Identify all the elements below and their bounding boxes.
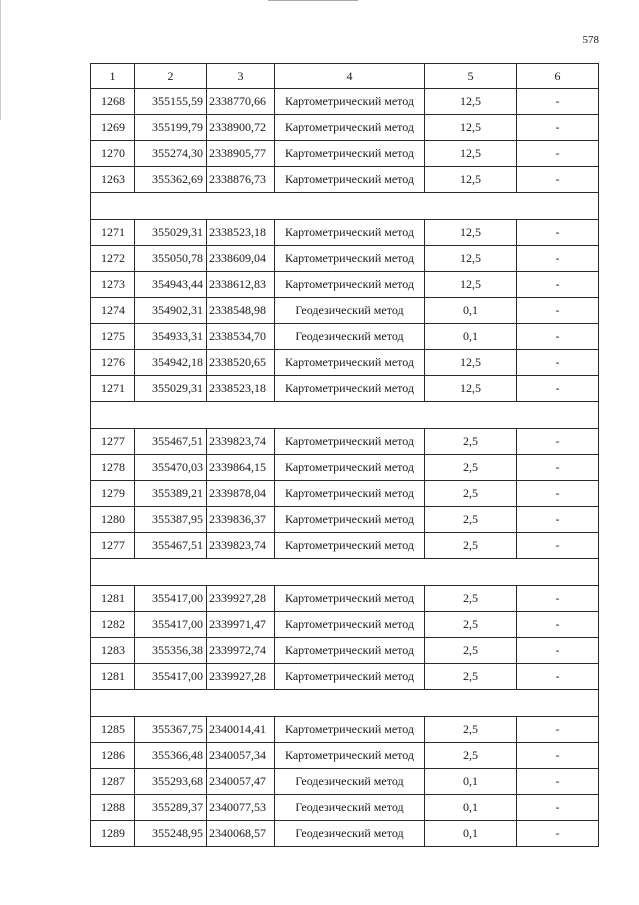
accuracy-cell: 12,5 (425, 350, 517, 376)
accuracy-cell: 2,5 (425, 507, 517, 533)
x-coordinate-cell: 355366,48 (135, 743, 207, 769)
point-number-cell: 1271 (91, 220, 135, 246)
point-number-cell: 1269 (91, 115, 135, 141)
page-number: 578 (582, 34, 599, 46)
x-coordinate-cell: 355293,68 (135, 769, 207, 795)
note-cell: - (517, 664, 599, 690)
table-body (91, 89, 599, 847)
method-cell: Картометрический метод (275, 429, 425, 455)
note-cell: - (517, 115, 599, 141)
x-coordinate-cell: 355417,00 (135, 586, 207, 612)
y-coordinate-cell: 2339971,47 (207, 612, 275, 638)
point-number-cell: 1283 (91, 638, 135, 664)
point-number-cell: 1274 (91, 298, 135, 324)
x-coordinate-cell: 355470,03 (135, 455, 207, 481)
method-cell: Картометрический метод (275, 350, 425, 376)
table-row (91, 246, 599, 272)
table-row (91, 795, 599, 821)
point-number-cell: 1268 (91, 89, 135, 115)
x-coordinate-cell: 355029,31 (135, 376, 207, 402)
accuracy-cell: 12,5 (425, 141, 517, 167)
x-coordinate-cell: 355029,31 (135, 220, 207, 246)
method-cell: Картометрический метод (275, 455, 425, 481)
note-cell: - (517, 612, 599, 638)
separator-cell (91, 559, 599, 586)
header-cell-5: 5 (425, 64, 517, 89)
point-number-cell: 1277 (91, 533, 135, 559)
scan-edge-mark (0, 0, 17, 120)
table-row (91, 141, 599, 167)
separator-row (91, 402, 599, 429)
note-cell: - (517, 220, 599, 246)
table-row (91, 769, 599, 795)
accuracy-cell: 2,5 (425, 586, 517, 612)
accuracy-cell: 2,5 (425, 455, 517, 481)
y-coordinate-cell: 2338905,77 (207, 141, 275, 167)
accuracy-cell: 12,5 (425, 167, 517, 193)
accuracy-cell: 2,5 (425, 743, 517, 769)
y-coordinate-cell: 2340077,53 (207, 795, 275, 821)
y-coordinate-cell: 2339836,37 (207, 507, 275, 533)
note-cell: - (517, 298, 599, 324)
point-number-cell: 1263 (91, 167, 135, 193)
x-coordinate-cell: 355389,21 (135, 481, 207, 507)
x-coordinate-cell: 355274,30 (135, 141, 207, 167)
y-coordinate-cell: 2340057,47 (207, 769, 275, 795)
x-coordinate-cell: 355155,59 (135, 89, 207, 115)
method-cell: Картометрический метод (275, 533, 425, 559)
point-number-cell: 1276 (91, 350, 135, 376)
note-cell: - (517, 141, 599, 167)
method-cell: Картометрический метод (275, 481, 425, 507)
accuracy-cell: 0,1 (425, 821, 517, 847)
y-coordinate-cell: 2340014,41 (207, 717, 275, 743)
method-cell: Картометрический метод (275, 717, 425, 743)
x-coordinate-cell: 355199,79 (135, 115, 207, 141)
point-number-cell: 1271 (91, 376, 135, 402)
table-row (91, 586, 599, 612)
point-number-cell: 1286 (91, 743, 135, 769)
header-cell-2: 2 (135, 64, 207, 89)
separator-cell (91, 402, 599, 429)
x-coordinate-cell: 355050,78 (135, 246, 207, 272)
point-number-cell: 1289 (91, 821, 135, 847)
method-cell: Картометрический метод (275, 586, 425, 612)
method-cell: Картометрический метод (275, 115, 425, 141)
separator-cell (91, 690, 599, 717)
table-row (91, 167, 599, 193)
y-coordinate-cell: 2339878,04 (207, 481, 275, 507)
separator-row (91, 690, 599, 717)
coordinates-table (90, 63, 599, 847)
scan-top-mark (268, 0, 358, 11)
accuracy-cell: 0,1 (425, 795, 517, 821)
point-number-cell: 1287 (91, 769, 135, 795)
note-cell: - (517, 246, 599, 272)
accuracy-cell: 2,5 (425, 638, 517, 664)
method-cell: Картометрический метод (275, 141, 425, 167)
x-coordinate-cell: 354942,18 (135, 350, 207, 376)
header-cell-4: 4 (275, 64, 425, 89)
accuracy-cell: 0,1 (425, 298, 517, 324)
table-row (91, 533, 599, 559)
method-cell: Картометрический метод (275, 167, 425, 193)
method-cell: Геодезический метод (275, 795, 425, 821)
note-cell: - (517, 821, 599, 847)
note-cell: - (517, 376, 599, 402)
accuracy-cell: 12,5 (425, 272, 517, 298)
method-cell: Картометрический метод (275, 612, 425, 638)
note-cell: - (517, 533, 599, 559)
point-number-cell: 1277 (91, 429, 135, 455)
method-cell: Картометрический метод (275, 376, 425, 402)
method-cell: Геодезический метод (275, 769, 425, 795)
x-coordinate-cell: 354943,44 (135, 272, 207, 298)
point-number-cell: 1285 (91, 717, 135, 743)
y-coordinate-cell: 2338548,98 (207, 298, 275, 324)
method-cell: Картометрический метод (275, 743, 425, 769)
table-row (91, 717, 599, 743)
point-number-cell: 1273 (91, 272, 135, 298)
y-coordinate-cell: 2339927,28 (207, 664, 275, 690)
accuracy-cell: 2,5 (425, 664, 517, 690)
y-coordinate-cell: 2338534,70 (207, 324, 275, 350)
table-row (91, 115, 599, 141)
y-coordinate-cell: 2338520,65 (207, 350, 275, 376)
note-cell: - (517, 586, 599, 612)
note-cell: - (517, 743, 599, 769)
method-cell: Геодезический метод (275, 821, 425, 847)
table-row (91, 481, 599, 507)
accuracy-cell: 2,5 (425, 612, 517, 638)
point-number-cell: 1281 (91, 586, 135, 612)
note-cell: - (517, 717, 599, 743)
header-row (91, 64, 599, 89)
header-cell-6: 6 (517, 64, 599, 89)
table-row (91, 743, 599, 769)
table-row (91, 821, 599, 847)
y-coordinate-cell: 2338612,83 (207, 272, 275, 298)
accuracy-cell: 2,5 (425, 533, 517, 559)
accuracy-cell: 12,5 (425, 89, 517, 115)
y-coordinate-cell: 2339823,74 (207, 533, 275, 559)
x-coordinate-cell: 355467,51 (135, 533, 207, 559)
accuracy-cell: 2,5 (425, 429, 517, 455)
y-coordinate-cell: 2338609,04 (207, 246, 275, 272)
y-coordinate-cell: 2338876,73 (207, 167, 275, 193)
accuracy-cell: 0,1 (425, 324, 517, 350)
method-cell: Картометрический метод (275, 664, 425, 690)
table-row (91, 429, 599, 455)
accuracy-cell: 2,5 (425, 717, 517, 743)
point-number-cell: 1272 (91, 246, 135, 272)
method-cell: Картометрический метод (275, 507, 425, 533)
y-coordinate-cell: 2339927,28 (207, 586, 275, 612)
method-cell: Картометрический метод (275, 246, 425, 272)
y-coordinate-cell: 2340068,57 (207, 821, 275, 847)
method-cell: Картометрический метод (275, 272, 425, 298)
separator-cell (91, 193, 599, 220)
point-number-cell: 1282 (91, 612, 135, 638)
note-cell: - (517, 324, 599, 350)
table-row (91, 612, 599, 638)
table-row (91, 507, 599, 533)
x-coordinate-cell: 354933,31 (135, 324, 207, 350)
note-cell: - (517, 272, 599, 298)
accuracy-cell: 12,5 (425, 115, 517, 141)
x-coordinate-cell: 355387,95 (135, 507, 207, 533)
method-cell: Картометрический метод (275, 89, 425, 115)
note-cell: - (517, 795, 599, 821)
note-cell: - (517, 507, 599, 533)
note-cell: - (517, 350, 599, 376)
point-number-cell: 1278 (91, 455, 135, 481)
x-coordinate-cell: 355356,38 (135, 638, 207, 664)
y-coordinate-cell: 2340057,34 (207, 743, 275, 769)
note-cell: - (517, 769, 599, 795)
y-coordinate-cell: 2338523,18 (207, 376, 275, 402)
point-number-cell: 1288 (91, 795, 135, 821)
table-row (91, 324, 599, 350)
table-row (91, 298, 599, 324)
x-coordinate-cell: 355417,00 (135, 664, 207, 690)
y-coordinate-cell: 2338770,66 (207, 89, 275, 115)
x-coordinate-cell: 355417,00 (135, 612, 207, 638)
method-cell: Картометрический метод (275, 638, 425, 664)
table-row (91, 638, 599, 664)
note-cell: - (517, 429, 599, 455)
table-row (91, 664, 599, 690)
note-cell: - (517, 455, 599, 481)
table-row (91, 272, 599, 298)
method-cell: Картометрический метод (275, 220, 425, 246)
table-row (91, 376, 599, 402)
note-cell: - (517, 167, 599, 193)
table-row (91, 455, 599, 481)
method-cell: Геодезический метод (275, 298, 425, 324)
separator-row (91, 193, 599, 220)
note-cell: - (517, 638, 599, 664)
point-number-cell: 1275 (91, 324, 135, 350)
point-number-cell: 1270 (91, 141, 135, 167)
table-header (91, 64, 599, 89)
point-number-cell: 1280 (91, 507, 135, 533)
accuracy-cell: 0,1 (425, 769, 517, 795)
accuracy-cell: 12,5 (425, 220, 517, 246)
y-coordinate-cell: 2339972,74 (207, 638, 275, 664)
note-cell: - (517, 89, 599, 115)
note-cell: - (517, 481, 599, 507)
point-number-cell: 1281 (91, 664, 135, 690)
accuracy-cell: 2,5 (425, 481, 517, 507)
x-coordinate-cell: 355289,37 (135, 795, 207, 821)
accuracy-cell: 12,5 (425, 376, 517, 402)
table-row (91, 89, 599, 115)
separator-row (91, 559, 599, 586)
x-coordinate-cell: 355367,75 (135, 717, 207, 743)
y-coordinate-cell: 2338523,18 (207, 220, 275, 246)
point-number-cell: 1279 (91, 481, 135, 507)
header-cell-3: 3 (207, 64, 275, 89)
method-cell: Геодезический метод (275, 324, 425, 350)
x-coordinate-cell: 355467,51 (135, 429, 207, 455)
table-row (91, 220, 599, 246)
x-coordinate-cell: 354902,31 (135, 298, 207, 324)
y-coordinate-cell: 2338900,72 (207, 115, 275, 141)
y-coordinate-cell: 2339823,74 (207, 429, 275, 455)
y-coordinate-cell: 2339864,15 (207, 455, 275, 481)
header-cell-1: 1 (91, 64, 135, 89)
x-coordinate-cell: 355248,95 (135, 821, 207, 847)
accuracy-cell: 12,5 (425, 246, 517, 272)
x-coordinate-cell: 355362,69 (135, 167, 207, 193)
table-row (91, 350, 599, 376)
